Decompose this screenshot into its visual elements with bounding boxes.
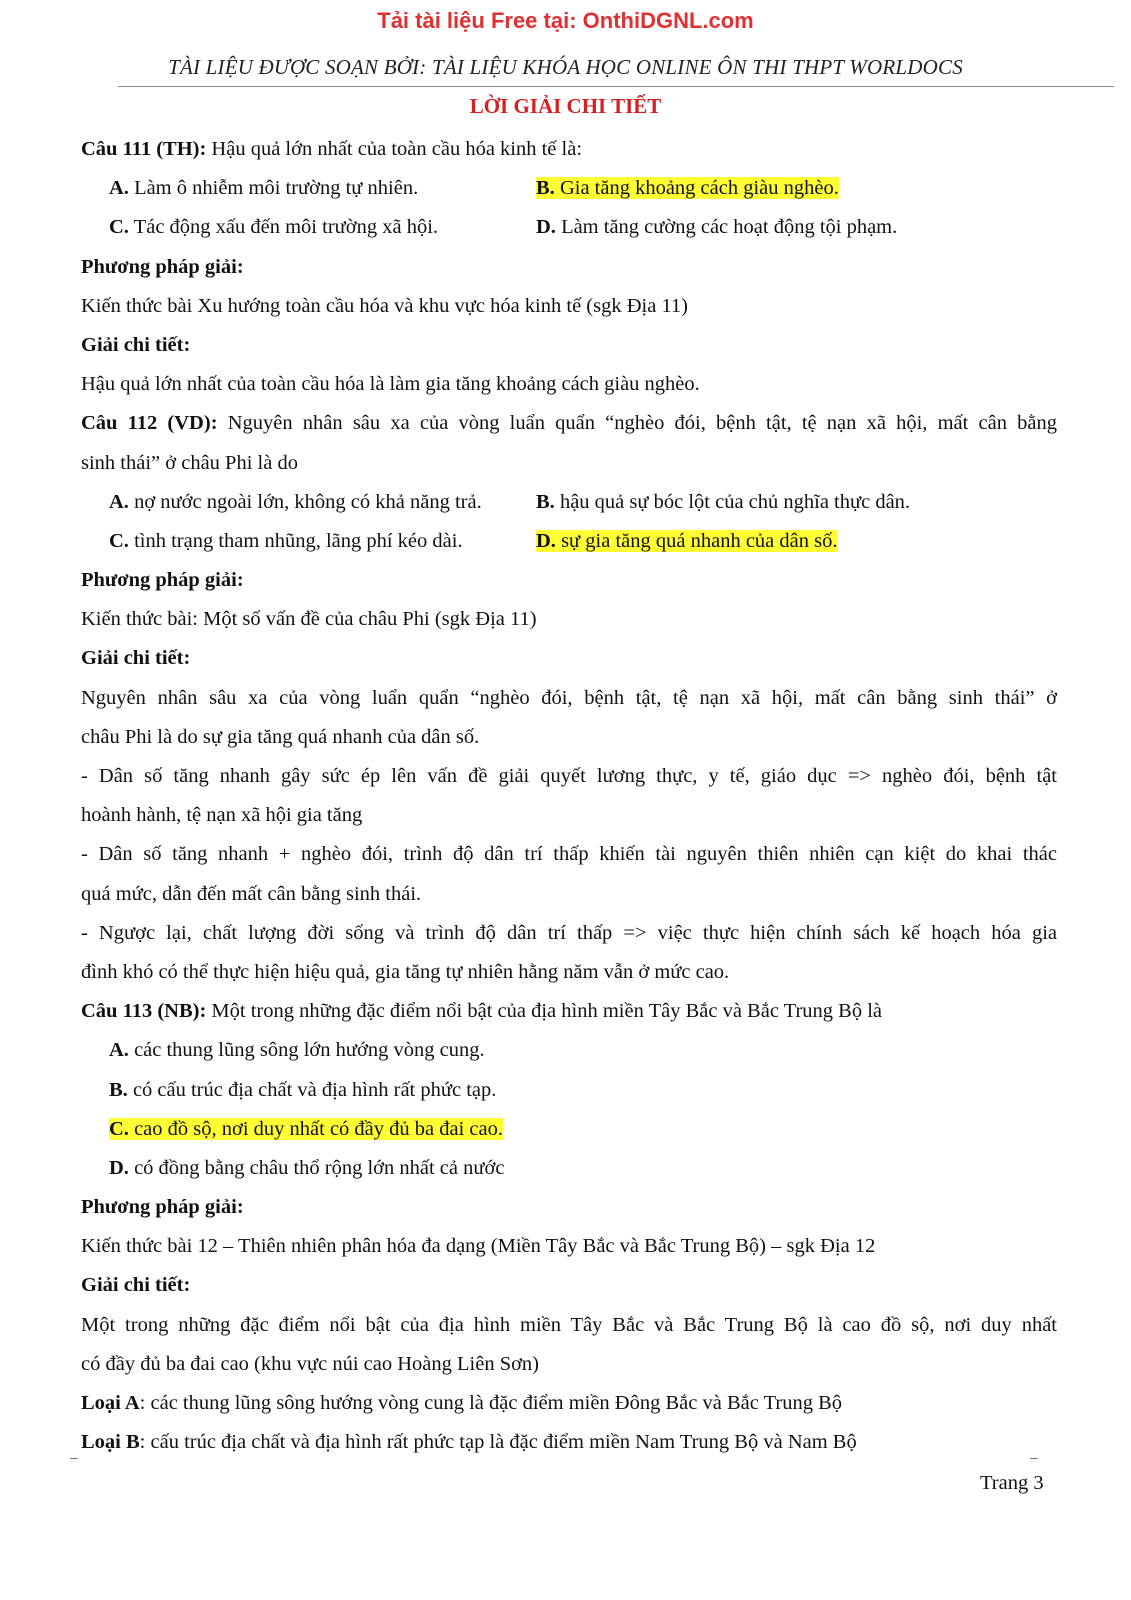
eliminate-a: Loại A: các thung lũng sông hướng vòng cung là đặc điểm miền Đông Bắc và Bắc Trung Bộ xyxy=(81,1392,843,1414)
option-b: B. hậu quả sự bóc lột của chủ nghĩa thực dân. xyxy=(536,490,911,513)
question-112-stem-cont: sinh thái” ở châu Phi là do xyxy=(81,451,298,474)
detail-line: Một trong những đặc điểm nổi bật của địa hình miền Tây Bắc và Bắc Trung Bộ là cao đồ sộ, nơi duy nhất xyxy=(81,1313,1057,1336)
method-text: Kiến thức bài 12 – Thiên nhiên phân hóa đa dạng (Miền Tây Bắc và Bắc Trung Bộ) – sgk Địa 12 xyxy=(81,1235,876,1258)
detail-line: - Ngược lại, chất lượng đời sống và trình độ dân trí thấp => việc thực hiện chính sách kế hoạch hóa gia xyxy=(81,921,1057,944)
detail-heading: Giải chi tiết: xyxy=(81,1274,191,1297)
option-d: D. Làm tăng cường các hoạt động tội phạm. xyxy=(536,216,898,239)
eliminate-b: Loại B: cấu trúc địa chất và địa hình rất phức tạp là đặc điểm miền Nam Trung Bộ và Nam Bộ xyxy=(81,1431,857,1454)
detail-line: có đầy đủ ba đai cao (khu vực núi cao Hoàng Liên Sơn) xyxy=(81,1352,540,1375)
footer-mark-right xyxy=(1030,1458,1038,1459)
question-112-options-row-1 xyxy=(81,483,1057,522)
method-heading: Phương pháp giải: xyxy=(81,255,244,278)
page-title: LỜI GIẢI CHI TIẾT xyxy=(469,94,662,118)
document-body xyxy=(81,130,1057,1462)
option-a: A. các thung lũng sông lớn hướng vòng cung. xyxy=(109,1039,485,1062)
question-111-stem: Câu 111 (TH): Hậu quả lớn nhất của toàn cầu hóa kinh tế là: xyxy=(81,138,583,160)
detail-text: Hậu quả lớn nhất của toàn cầu hóa là làm gia tăng khoảng cách giàu nghèo. xyxy=(81,373,700,396)
option-a: A. Làm ô nhiễm môi trường tự nhiên. xyxy=(109,177,419,200)
option-a: A. nợ nước ngoài lớn, không có khả năng trả. xyxy=(109,490,482,513)
option-b-correct: B. Gia tăng khoảng cách giàu nghèo. xyxy=(536,177,839,200)
detail-line: - Dân số tăng nhanh gây sức ép lên vấn đề giải quyết lương thực, y tế, giáo dục => nghèo đói, bệnh tật xyxy=(81,765,1057,787)
question-111-options-row-1 xyxy=(81,169,1057,208)
question-111-options-row-2 xyxy=(81,208,1057,247)
option-d-correct: D. sự gia tăng quá nhanh của dân số. xyxy=(536,529,838,552)
page-number: Trang 3 xyxy=(980,1472,1044,1494)
header-divider xyxy=(118,86,1114,87)
detail-line: đình khó có thể thực hiện hiệu quả, gia tăng tự nhiên hằng năm vẫn ở mức cao. xyxy=(81,960,730,983)
option-c: C. Tác động xấu đến môi trường xã hội. xyxy=(109,216,439,239)
method-text: Kiến thức bài Xu hướng toàn cầu hóa và khu vực hóa kinh tế (sgk Địa 11) xyxy=(81,294,689,317)
question-113-stem: Câu 113 (NB): Một trong những đặc điểm nổi bật của địa hình miền Tây Bắc và Bắc Trung Bộ là xyxy=(81,1000,883,1023)
method-text: Kiến thức bài: Một số vấn đề của châu Phi (sgk Địa 11) xyxy=(81,608,537,631)
footer-mark-left xyxy=(70,1458,78,1459)
option-d: D. có đồng bằng châu thổ rộng lớn nhất cả nước xyxy=(109,1156,505,1179)
option-b: B. có cấu trúc địa chất và địa hình rất phức tạp. xyxy=(109,1078,497,1101)
method-heading: Phương pháp giải: xyxy=(81,569,244,592)
detail-line: - Dân số tăng nhanh + nghèo đói, trình độ dân trí thấp khiến tài nguyên thiên nhiên cạn kiệt do khai thác xyxy=(81,843,1057,866)
detail-heading: Giải chi tiết: xyxy=(81,647,191,670)
detail-line: châu Phi là do sự gia tăng quá nhanh của dân số. xyxy=(81,725,480,748)
question-112-stem: Câu 112 (VD): Nguyên nhân sâu xa của vòng luẩn quẩn “nghèo đói, bệnh tật, tệ nạn xã hội, mất cân bằng xyxy=(81,412,1057,435)
question-112-options-row-2 xyxy=(81,522,1057,561)
method-heading: Phương pháp giải: xyxy=(81,1196,244,1219)
document-subheader: TÀI LIỆU ĐƯỢC SOẠN BỞI: TÀI LIỆU KHÓA HỌC ONLINE ÔN THI THPT WORLDOCS xyxy=(168,55,963,79)
download-link[interactable]: Tải tài liệu Free tại: OnthiDGNL.com xyxy=(377,8,754,33)
detail-line: Nguyên nhân sâu xa của vòng luẩn quẩn “nghèo đói, bệnh tật, tệ nạn xã hội, mất cân bằng sinh thái” ở xyxy=(81,686,1057,709)
detail-line: quá mức, dẫn đến mất cân bằng sinh thái. xyxy=(81,882,422,905)
detail-heading: Giải chi tiết: xyxy=(81,333,191,356)
option-c-correct: C. cao đồ sộ, nơi duy nhất có đầy đủ ba đai cao. xyxy=(109,1117,503,1140)
detail-line: hoành hành, tệ nạn xã hội gia tăng xyxy=(81,804,363,827)
option-c: C. tình trạng tham nhũng, lãng phí kéo dài. xyxy=(109,529,463,552)
